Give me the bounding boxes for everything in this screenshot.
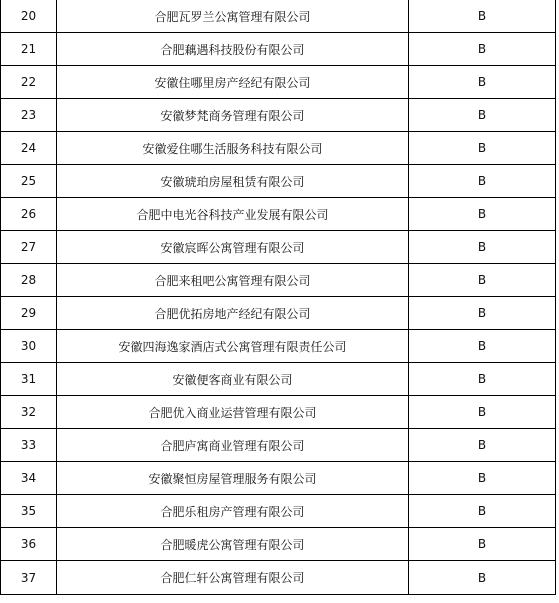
rating-grade: B	[409, 231, 556, 264]
rating-grade: B	[409, 462, 556, 495]
company-name: 合肥仁轩公寓管理有限公司	[57, 561, 409, 595]
row-number: 23	[1, 99, 57, 132]
row-number: 37	[1, 561, 57, 595]
row-number: 27	[1, 231, 57, 264]
company-name: 合肥乐租房产管理有限公司	[57, 495, 409, 528]
row-number: 36	[1, 528, 57, 561]
company-name: 安徽四海逸家酒店式公寓管理有限责任公司	[57, 330, 409, 363]
company-name: 安徽住哪里房产经纪有限公司	[57, 66, 409, 99]
table-row	[1, 99, 556, 132]
company-name: 合肥中电光谷科技产业发展有限公司	[57, 198, 409, 231]
row-number: 34	[1, 462, 57, 495]
rating-grade: B	[409, 330, 556, 363]
row-number: 32	[1, 396, 57, 429]
table-row	[1, 198, 556, 231]
row-number: 28	[1, 264, 57, 297]
rating-grade: B	[409, 396, 556, 429]
company-name: 合肥庐寓商业管理有限公司	[57, 429, 409, 462]
rating-grade: B	[409, 198, 556, 231]
row-number: 30	[1, 330, 57, 363]
company-name: 合肥暖虎公寓管理有限公司	[57, 528, 409, 561]
row-number: 20	[1, 0, 57, 33]
table-row	[1, 462, 556, 495]
row-number: 22	[1, 66, 57, 99]
rating-grade: B	[409, 66, 556, 99]
table-row	[1, 132, 556, 165]
row-number: 25	[1, 165, 57, 198]
row-number: 26	[1, 198, 57, 231]
table-row	[1, 66, 556, 99]
table-row	[1, 231, 556, 264]
table-row	[1, 429, 556, 462]
company-name: 安徽梦梵商务管理有限公司	[57, 99, 409, 132]
row-number: 35	[1, 495, 57, 528]
table-body	[1, 0, 556, 595]
rating-grade: B	[409, 33, 556, 66]
company-name: 安徽便客商业有限公司	[57, 363, 409, 396]
table-row	[1, 330, 556, 363]
rating-grade: B	[409, 363, 556, 396]
company-name: 合肥瓦罗兰公寓管理有限公司	[57, 0, 409, 33]
rating-grade: B	[409, 99, 556, 132]
table-row	[1, 165, 556, 198]
rating-grade: B	[409, 561, 556, 595]
row-number: 33	[1, 429, 57, 462]
company-name: 安徽宸晖公寓管理有限公司	[57, 231, 409, 264]
table-row	[1, 396, 556, 429]
row-number: 29	[1, 297, 57, 330]
rating-grade: B	[409, 495, 556, 528]
rating-grade: B	[409, 0, 556, 33]
rating-grade: B	[409, 264, 556, 297]
row-number: 31	[1, 363, 57, 396]
rating-grade: B	[409, 132, 556, 165]
table-row	[1, 33, 556, 66]
table-row	[1, 297, 556, 330]
table-row	[1, 264, 556, 297]
company-name: 合肥藕遇科技股份有限公司	[57, 33, 409, 66]
company-name: 合肥优拓房地产经纪有限公司	[57, 297, 409, 330]
rating-grade: B	[409, 297, 556, 330]
table-row	[1, 495, 556, 528]
rating-grade: B	[409, 528, 556, 561]
company-name: 安徽琥珀房屋租赁有限公司	[57, 165, 409, 198]
table-row	[1, 528, 556, 561]
table-row	[1, 363, 556, 396]
company-name: 合肥优入商业运营管理有限公司	[57, 396, 409, 429]
table-row	[1, 561, 556, 595]
company-name: 合肥来租吧公寓管理有限公司	[57, 264, 409, 297]
company-name: 安徽爱住哪生活服务科技有限公司	[57, 132, 409, 165]
company-name: 安徽聚恒房屋管理服务有限公司	[57, 462, 409, 495]
row-number: 21	[1, 33, 57, 66]
table-row	[1, 0, 556, 33]
rating-grade: B	[409, 429, 556, 462]
rating-grade: B	[409, 165, 556, 198]
row-number: 24	[1, 132, 57, 165]
